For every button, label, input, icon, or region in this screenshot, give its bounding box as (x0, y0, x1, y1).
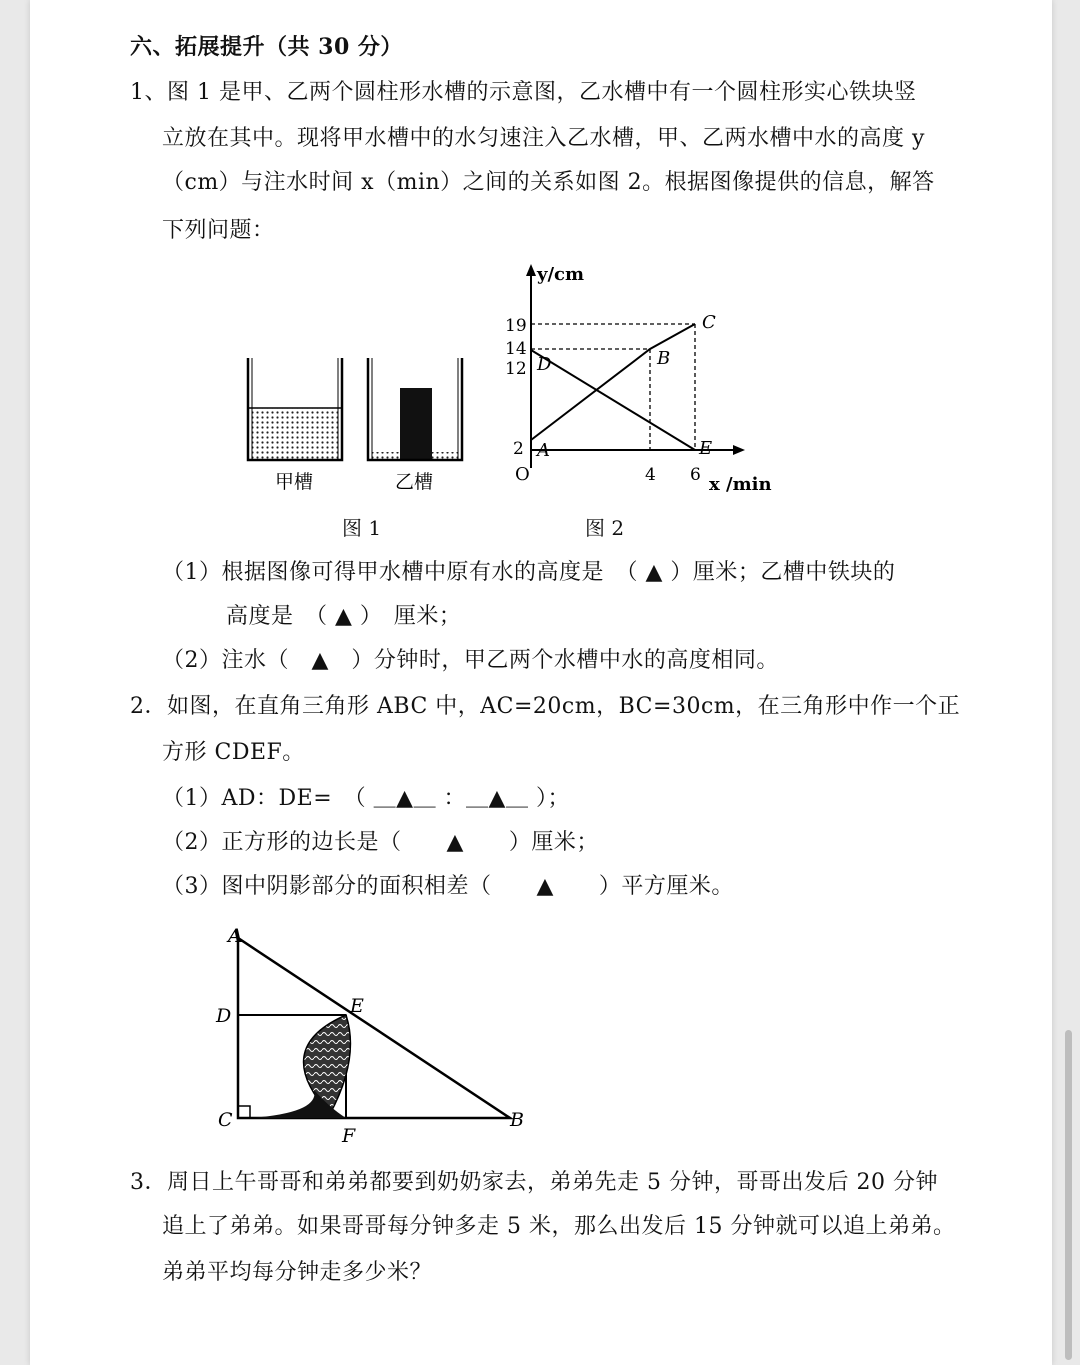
q1-sub2: （2）注水（ ▲ ）分钟时，甲乙两个水槽中水的高度相同。 (162, 648, 779, 673)
point-e-label: E (699, 438, 713, 459)
iron-block (400, 388, 432, 460)
point-c-label: C (702, 312, 716, 333)
q3-line-1: 3．周日上午哥哥和弟弟都要到奶奶家去，弟弟先走 5 分钟，哥哥出发后 20 分钟 (130, 1170, 938, 1195)
q3-line-2: 追上了弟弟。如果哥哥每分钟多走 5 米，那么出发后 15 分钟就可以追上弟弟。 (162, 1214, 956, 1239)
point-b-label: B (657, 348, 671, 369)
tank-a-label: 甲槽 (275, 471, 314, 493)
y-tick-2: 2 (513, 439, 524, 459)
q2-line-1: 2．如图，在直角三角形 ABC 中，AC=20cm，BC=30cm，在三角形中作一个正 (130, 694, 961, 719)
section-title: 六、拓展提升（共 30 分） (130, 34, 403, 60)
q2-sub2: （2）正方形的边长是（ ▲ ）厘米； (162, 830, 599, 855)
q2-sub3: （3）图中阴影部分的面积相差（ ▲ ）平方厘米。 (162, 874, 734, 899)
vertex-d: D (216, 1005, 232, 1027)
figure-2-graph (495, 258, 785, 498)
q1-line-1: 1、图 1 是甲、乙两个圆柱形水槽的示意图，乙水槽中有一个圆柱形实心铁块竖 (130, 80, 917, 105)
triangle-abc (238, 938, 510, 1118)
q2-line-2: 方形 CDEF。 (162, 740, 305, 765)
vertex-e: E (350, 995, 364, 1017)
q1-line-4: 下列问题： (162, 218, 275, 243)
q1-sub1-line1: （1）根据图像可得甲水槽中原有水的高度是 （ ▲ ）厘米；乙槽中铁块的 (162, 560, 896, 585)
shaded-lens (304, 1015, 351, 1114)
figure-1-tanks (230, 350, 480, 500)
vertex-c: C (218, 1109, 233, 1131)
vertex-f: F (342, 1125, 356, 1147)
vertex-b: B (510, 1109, 524, 1131)
y-tick-14: 14 (505, 339, 527, 359)
q3-line-3: 弟弟平均每分钟走多少米？ (162, 1260, 433, 1285)
y-tick-12: 12 (505, 359, 527, 379)
tank-a-water (248, 408, 342, 460)
figure-2-caption: 图 2 (585, 516, 625, 540)
figure-triangle (210, 918, 530, 1148)
tank-b-label: 乙槽 (395, 471, 434, 493)
point-a-label: A (537, 440, 550, 461)
q2-sub1: （1）AD：DE= （ ＿▲＿ ：＿▲＿ ）； (162, 786, 570, 811)
x-tick-6: 6 (690, 465, 701, 485)
line-a-b-c (531, 324, 695, 440)
x-axis-label: x /min (709, 474, 772, 495)
figure-1-caption: 图 1 (342, 516, 382, 540)
line-d-e (531, 350, 695, 450)
y-axis-label: y/cm (537, 264, 585, 285)
q1-line-2: 立放在其中。现将甲水槽中的水匀速注入乙水槽，甲、乙两水槽中水的高度 y (162, 126, 925, 151)
point-d-label: D (537, 354, 552, 375)
q1-line-3: （cm）与注水时间 x（min）之间的关系如图 2。根据图像提供的信息，解答 (162, 170, 935, 195)
y-tick-19: 19 (505, 316, 527, 336)
origin-label: O (515, 464, 530, 485)
vertex-a: A (228, 925, 243, 947)
x-tick-4: 4 (645, 465, 656, 485)
scrollbar[interactable] (1065, 1030, 1072, 1360)
q1-sub1-line2: 高度是 （ ▲ ） 厘米； (226, 604, 462, 629)
worksheet-page (30, 0, 1052, 1365)
